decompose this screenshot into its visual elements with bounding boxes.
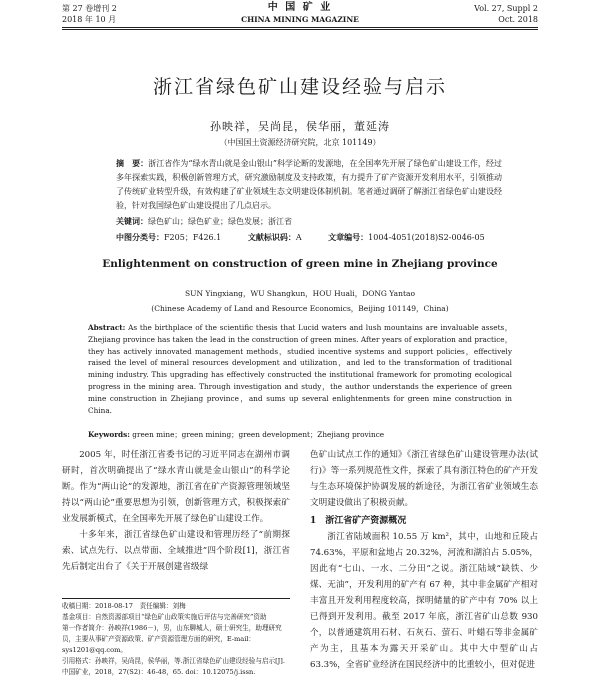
header-date-en: Oct. 2018	[498, 15, 538, 24]
abstract-cn	[116, 156, 502, 213]
footnote-fund: 基金项目：自然资源部项目“绿色矿山政策实施后评估与完善研究”资助	[62, 613, 267, 621]
article-id-value: 1004-4051(2018)S2-0046-05	[368, 233, 485, 242]
doc-code-value: A	[295, 233, 302, 242]
abstract-cn-text: 浙江省作为“绿水青山就是金山银山”科学论断的发源地，在全国率先开展了绿色矿山建设工作，经过多年探索实践，积极创新管理方式，研究激励制度及支持政策，有力提升了矿产资源开发利用水平，引领推动了传统矿业转型升级，有效构建了矿业领域生态文明建设体制机制。笔者通过调研了解浙江省绿色矿山建设经验，针对我国绿色矿山建设提出了几点启示。	[116, 159, 502, 210]
footnote-author: 第一作者简介：孙映祥(1986－)，男，山东聊城人，硕士研究生，助理研究员，主要从事矿产资源政策、矿产资源管理方面的研究，E-mail：sys1201@qq.com。	[62, 624, 282, 654]
footnotes	[62, 601, 290, 678]
section-heading: 1 浙江省矿产资源概况	[310, 516, 407, 526]
affiliation-en: (Chinese Academy of Land and Resource Economics，Beijing 101149，China)	[151, 304, 449, 313]
keywords-en-label: Keywords:	[88, 430, 130, 439]
keywords-cn-text: 绿色矿山；绿色矿业；绿色发展；浙江省	[148, 217, 292, 226]
doc-code-label: 文献标识码：	[247, 232, 296, 242]
abstract-cn-label: 摘 要：	[116, 158, 149, 168]
paper-title-en: Enlightenment on construction of green mine in Zhejiang province	[102, 258, 498, 270]
body-left-column	[62, 447, 290, 575]
keywords-en	[88, 429, 512, 441]
authors-cn: 孙映祥，吴尚昆，侯华丽，董延涛	[210, 120, 390, 133]
clc-value: F205；F426.1	[164, 233, 222, 242]
keywords-cn-label: 关键词：	[116, 216, 148, 226]
body-paragraph: 浙江省陆域面积 10.55 万 km²，其中，山地和丘陵占 74.63%，平原和盆地占 20.32%，河流和湖泊占 5.05%，因此有“七山、一水、二分田”之说。浙江陆域“缺铁、少煤、无油”，开发利用的矿产有 67 种，其中非金属矿产相对丰富且开发利用程度较高，探明储量的矿产中有 70% 以上已得到开发利用。截至 2017 年底，浙江省矿山总数 930 个，以普通建筑用石材、石灰石、萤石、叶蜡石等非金属矿产为主，且基本为露天开采矿山。其中大中型矿山占 63.3%，全省矿业经济在国民经济中的比重较小，但对促进	[310, 532, 538, 670]
clc-label: 中图分类号：	[116, 232, 164, 242]
abstract-en	[88, 322, 512, 416]
affiliation-cn: （中国国土资源经济研究院，北京 101149）	[219, 138, 381, 147]
journal-name-en: CHINA MINING MAGAZINE	[241, 15, 359, 24]
header-date: 2018 年 10 月	[62, 15, 117, 24]
classification-line	[116, 230, 536, 245]
header-rule	[62, 27, 538, 28]
footnote-citation: 引用格式：孙映祥，吴尚昆，侯华丽，等.浙江省绿色矿山建设经验与启示[J].中国矿业，2018，27(S2)：46-48，65. doi：10.12075/j.issn.	[62, 657, 285, 676]
header-rule-thin	[62, 29, 538, 30]
keywords-en-text: green mine；green mining；green development；Zhejiang province	[132, 430, 385, 439]
keywords-cn	[116, 214, 502, 229]
paper-title-cn: 浙江省绿色矿山建设经验与启示	[152, 76, 447, 98]
authors-en: SUN Yingxiang，WU Shangkun，HOU Huali，DONG Yantao	[185, 289, 415, 298]
body-right-column	[310, 447, 538, 673]
article-id-label: 文章编号：	[328, 232, 369, 242]
footnote-rule	[62, 598, 290, 599]
abstract-en-text: As the birthplace of the scientific thesis that Lucid waters and lush mountains are invaluable assets，Zhejiang province has taken the lead in the construction of green mines. After years of exploration and practice，they has actively innovated management methods，studied incentive systems and support policies，effectively raised the level of mineral resources development and utilization，and led to the transformation of traditional mining industry. This upgrading has effectively constructed the institutional framework for promoting ecological progress in the mining area. Through investigation and study，the author understands the experience of green mine construction in Zhejiang province，and sums up several enlightenments for green mine construction in China.	[88, 323, 512, 415]
body-paragraph: 2005 年，时任浙江省委书记的习近平同志在湖州市调研时，首次明确提出了“绿水青山就是金山银山”的科学论断。作为“两山论”的发源地，浙江省在矿产资源管理领域坚持以“两山论”重要思想为引领，创新管理方式，积极探索矿业发展新模式，在全国率先开展了绿色矿山建设工作。	[62, 450, 290, 524]
body-paragraph: 十多年来，浙江省绿色矿山建设和管理历经了“前期探索、试点先行、以点带面、全域推进”四个阶段[1]，浙江省先后制定出台了《关于开展创建省级绿	[62, 530, 290, 572]
journal-name-cn: 中 国 矿 业	[267, 2, 333, 13]
footnote-received: 收稿日期：2018-08-17 责任编辑：刘梅	[62, 602, 186, 610]
body-paragraph: 色矿山试点工作的通知》《浙江省绿色矿山建设管理办法(试行)》等一系列规范性文件，探索了具有浙江特色的矿产开发与生态环境保护协调发展的新途径，为浙江省矿业领域生态文明建设做出了积极贡献。	[310, 450, 538, 508]
header-volume: 第 27 卷增刊 2	[62, 4, 117, 13]
header-volume-en: Vol. 27, Suppl 2	[474, 4, 538, 13]
abstract-en-label: Abstract:	[88, 323, 126, 332]
